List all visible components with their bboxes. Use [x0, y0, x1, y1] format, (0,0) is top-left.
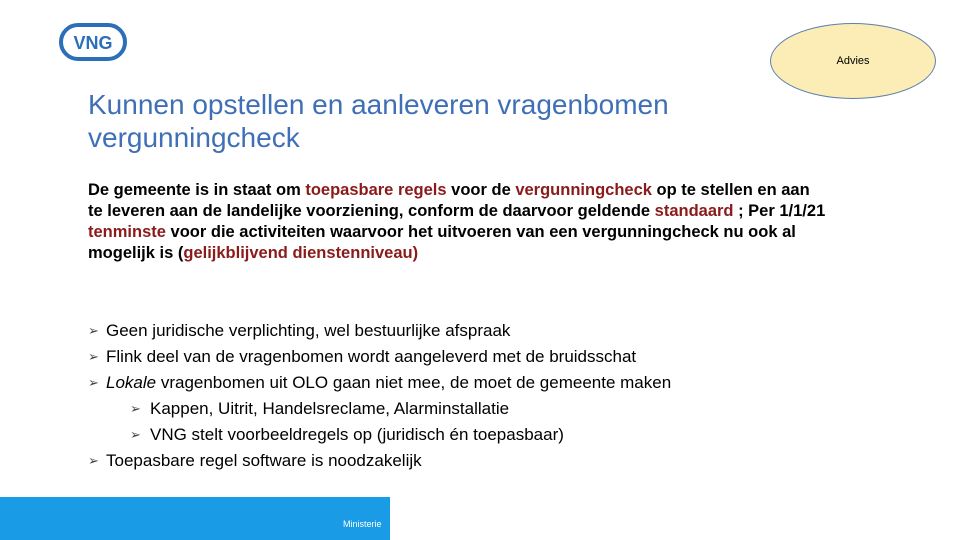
bullet-item [88, 344, 848, 370]
arrow-bullet-icon: ➢ [130, 401, 141, 416]
intro-highlight: vergunningcheck [515, 181, 652, 199]
intro-text: ; Per 1/1/21 [733, 202, 826, 220]
bullet-text: Kappen, Uitrit, Handelsreclame, Alarminstallatie [150, 399, 510, 418]
bullet-text: Geen juridische verplichting, wel bestuurlijke afspraak [106, 321, 511, 340]
intro-highlight: toepasbare regels [305, 181, 447, 199]
bullet-item [88, 370, 848, 396]
arrow-bullet-icon: ➢ [88, 453, 99, 468]
intro-text: voor de [446, 181, 516, 199]
intro-highlight: standaard [654, 202, 734, 220]
arrow-bullet-icon: ➢ [130, 427, 141, 442]
page-title: Kunnen opstellen en aanleveren vragenbomen vergunningcheck [88, 89, 669, 153]
bullet-list [88, 318, 848, 474]
vng-logo [58, 22, 128, 62]
bullet-text: vragenbomen uit OLO gaan niet mee, de moet de gemeente maken [156, 373, 672, 392]
intro-highlight: tenminste [88, 223, 166, 241]
bullet-text: Toepasbare regel software is noodzakelijk [106, 451, 422, 470]
footer-band [0, 497, 390, 540]
arrow-bullet-icon: ➢ [88, 375, 99, 390]
advies-label: Advies [836, 55, 870, 67]
bullet-emphasis: Lokale [106, 373, 157, 392]
sub-bullet-item [88, 396, 848, 422]
intro-text: De gemeente is in staat om [88, 181, 306, 199]
bullet-text: VNG stelt voorbeeldregels op (juridisch én toepasbaar) [150, 425, 564, 444]
vng-logo-text: VNG [73, 33, 113, 53]
bullet-item [88, 318, 848, 344]
intro-text: voor die activiteiten waarvoor het uitvoeren van een vergunningcheck nu ook al mogelijk is ( [88, 223, 796, 262]
intro-text: op te stellen en aan te leveren aan de landelijke voorziening, conform de daarvoor geldende [88, 181, 810, 220]
bullet-text: Flink deel van de vragenbomen wordt aangeleverd met de bruidsschat [106, 347, 637, 366]
bullet-item [88, 448, 848, 474]
arrow-bullet-icon: ➢ [88, 323, 99, 338]
footer-text: Ministerie [343, 519, 382, 529]
sub-bullet-item [88, 422, 848, 448]
intro-paragraph [88, 180, 828, 264]
arrow-bullet-icon: ➢ [88, 349, 99, 364]
intro-highlight: gelijkblijvend dienstenniveau) [183, 244, 419, 262]
